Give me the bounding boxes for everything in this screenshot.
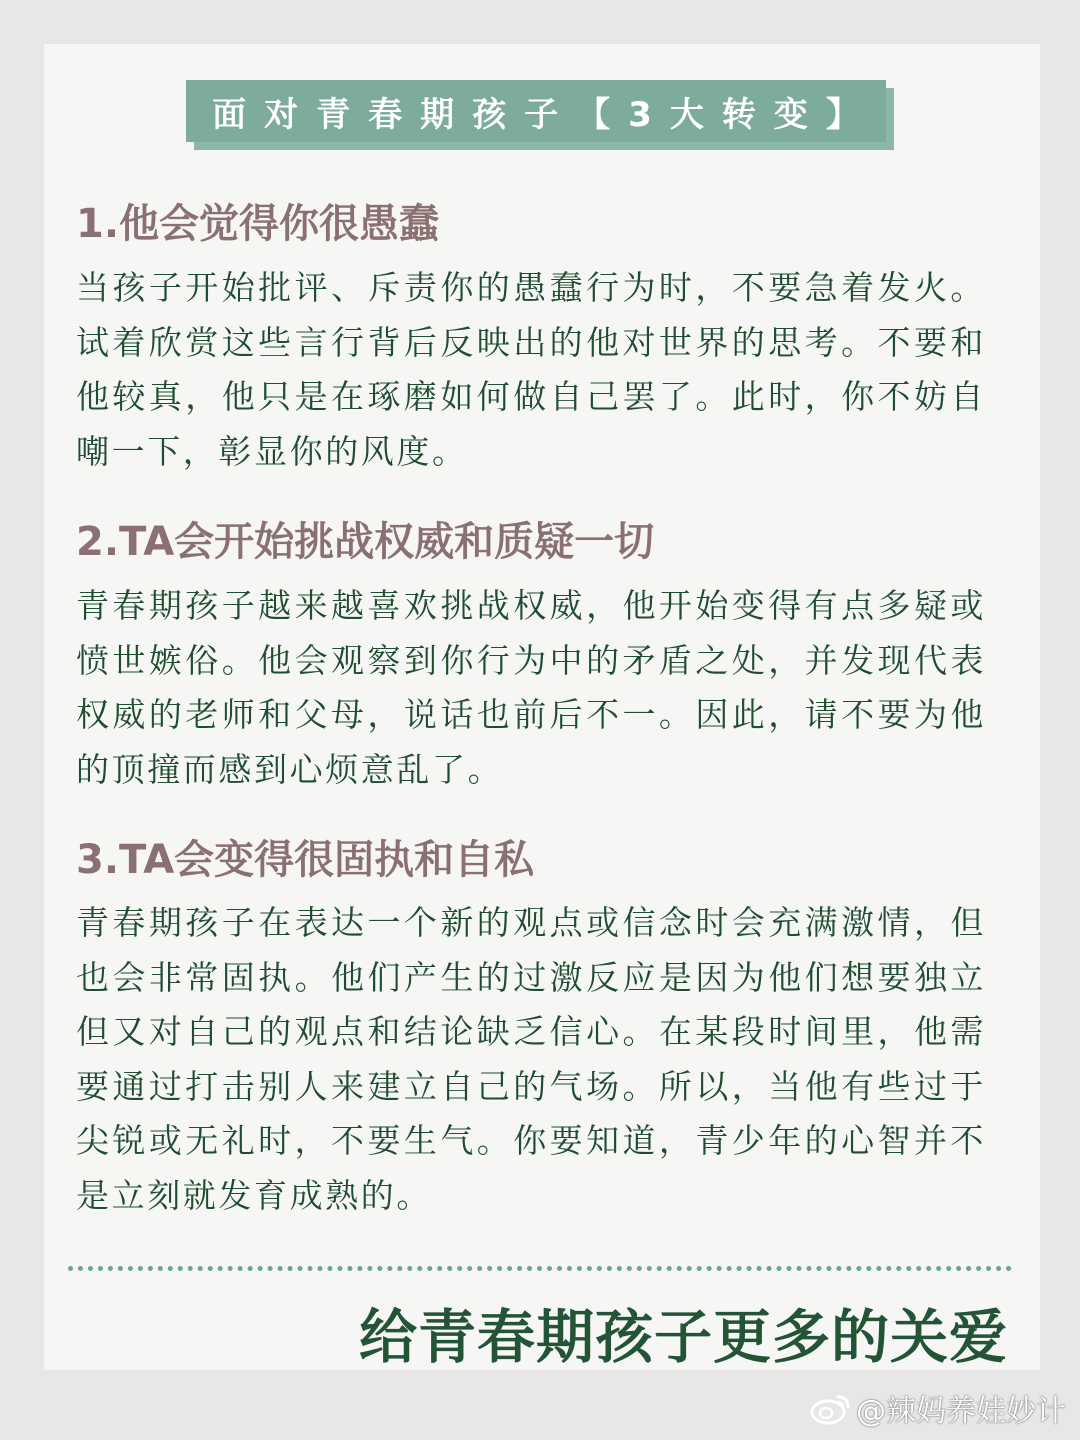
section-1-body: 当孩子开始批评、斥责你的愚蠢行为时，不要急着发火。试着欣赏这些言行背后反映出的他对世界的思考。不要和他较真，他只是在琢磨如何做自己罢了。此时，你不妨自嘲一下，彰显你的风度。 xyxy=(76,268,986,471)
section-2-heading: 2.TA会开始挑战权威和质疑一切 xyxy=(76,519,655,565)
watermark-text: @辣妈养娃妙计 xyxy=(856,1394,1066,1429)
banner-title: 面对青春期孩子【3大转变】 xyxy=(212,94,878,135)
closing-slogan: 给青春期孩子更多的关爱 xyxy=(358,1303,1008,1371)
dotted-divider xyxy=(68,1266,1012,1271)
section-2-body: 青春期孩子越来越喜欢挑战权威，他开始变得有点多疑或愤世嫉俗。他会观察到你行为中的矛盾之处，并发现代表权威的老师和父母，说话也前后不一。因此，请不要为他的顶撞而感到心烦意乱了。 xyxy=(76,586,986,789)
section-3-heading: 3.TA会变得很固执和自私 xyxy=(76,837,535,883)
weibo-icon xyxy=(810,1391,852,1425)
section-3-body: 青春期孩子在表达一个新的观点或信念时会充满激情，但也会非常固执。他们产生的过激反应是因为他们想要独立但又对自己的观点和结论缺乏信心。在某段时间里，他需要通过打击别人来建立自己的气场。所以，当他有些过于尖锐或无礼时，不要生气。你要知道，青少年的心智并不是立刻就发育成熟的。 xyxy=(76,903,986,1215)
watermark xyxy=(810,1386,1066,1430)
section-1-heading: 1.他会觉得你很愚蠢 xyxy=(76,201,440,247)
title-banner xyxy=(186,80,886,142)
